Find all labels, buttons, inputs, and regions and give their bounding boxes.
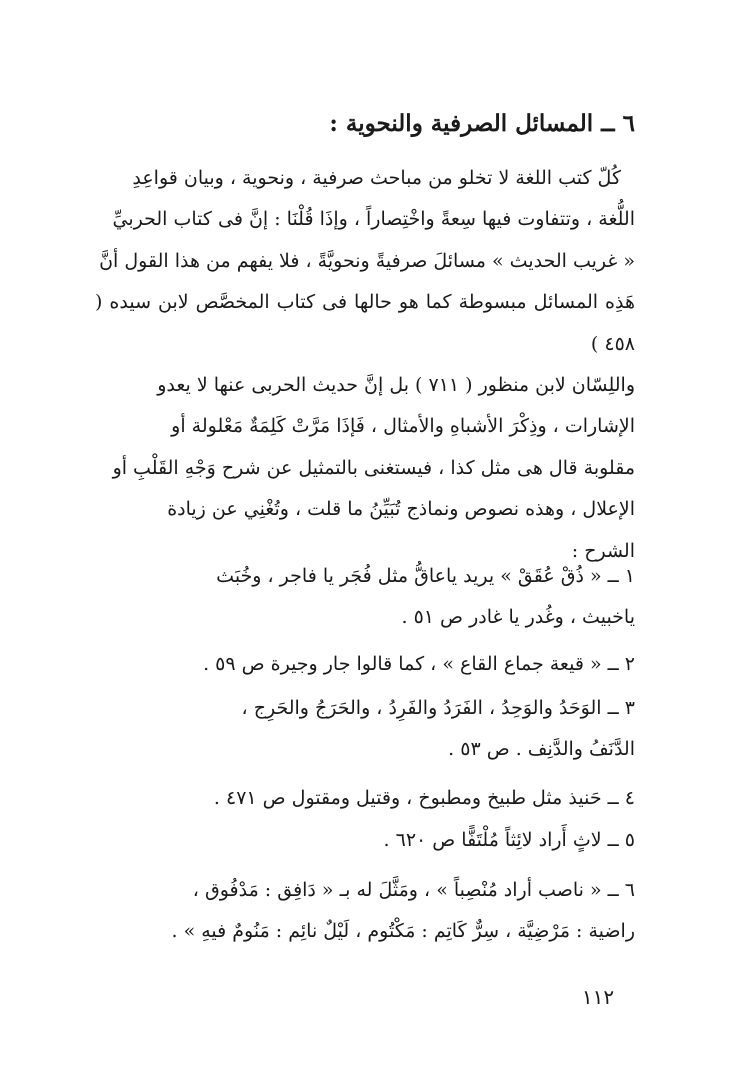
intro-paragraph bbox=[95, 158, 635, 572]
paragraph-line: هَذِه المسائل مبسوطة كما هو حالها فى كتاب المخصَّص لابن سيده ( ٤٥٨ ) bbox=[95, 291, 635, 355]
example-line: ٥ ــ لاثٍ أَراد لائِثاً مُلْتَفًّا ص ٦٢٠ . bbox=[383, 829, 635, 851]
example-line: راضية : مَرْضِيَّة ، سِرٌّ كَاتِم : مَكْتُوم ، لَيْلٌ نائِم : مَنُومٌ فيهِ » . bbox=[171, 920, 635, 942]
example-item-1 bbox=[95, 556, 635, 638]
example-line: الدَّنَفُ والدَّنِف . ص ٥٣ . bbox=[448, 738, 635, 760]
example-line: ٣ ــ الوَحَدُ والوَحِدُ ، الفَرَدُ والفَرِدُ ، والحَرَجُ والحَرِج ، bbox=[241, 697, 635, 719]
section-heading: ٦ ــ المسائل الصرفية والنحوية : bbox=[329, 110, 635, 137]
paragraph-line: الإعلال ، وهذه نصوص ونماذج تُبَيِّنُ ما قلت ، وتُغْنِي عن زيادة bbox=[167, 498, 635, 521]
paragraph-line: الإشارات ، وذِكْرَ الأشباهِ والأمثال ، فَإذَا مَرَّتْ كَلِمَةٌ مَعْلولة أو bbox=[171, 415, 635, 438]
example-line: ٢ ــ « قيعة جماع القاع » ، كما قالوا جار وجيرة ص ٥٩ . bbox=[203, 653, 635, 675]
example-item-4 bbox=[95, 778, 635, 819]
example-line: ٤ ــ حَنيذ مثل طبيخ ومطبوخ ، وقتيل ومقتول ص ٤٧١ . bbox=[213, 787, 635, 809]
example-item-3 bbox=[95, 688, 635, 770]
paragraph-line: واللِسّان لابن منظور ( ٧١١ ) بل إنَّ حديث الحربى عنها لا يعدو bbox=[157, 374, 635, 397]
example-item-2 bbox=[95, 644, 635, 685]
paragraph-line: مقلوبة قال هى مثل كذا ، فيستغنى بالتمثيل عن شرح وَجْهِ القَلْبِ أو bbox=[112, 456, 635, 479]
paragraph-line: « غريب الحديث » مسائلَ صرفيةً ونحويَّةً ، فلا يفهم من هذا القول أنَّ bbox=[99, 249, 635, 272]
example-line: ٦ ــ « ناصب أراد مُنْصِباً » ، ومَثَّلَ له بـ « دَافِق : مَدْفُوق ، bbox=[192, 879, 635, 901]
example-item-5 bbox=[95, 820, 635, 861]
page-number: ١١٢ bbox=[581, 985, 615, 1009]
example-line: ياخبيث ، وغُدر يا غادر ص ٥١ . bbox=[401, 606, 635, 628]
paragraph-line: الشرح : bbox=[571, 539, 635, 562]
example-item-6 bbox=[95, 870, 635, 952]
example-line: ١ ــ « ذُقْ عُقَقْ » يريد ياعاقُّ مثل فُجَر يا فاجر ، وخُبَث bbox=[216, 565, 635, 587]
paragraph-line: اللُّغة ، وتتفاوت فيها سِعةً واخْتِصاراً ، وإذَا قُلْنَا : إنَّ فى كتاب الحربيِّ bbox=[112, 208, 635, 231]
paragraph-line: كُلّ كتب اللغة لا تخلو من مباحث صرفية ، ونحوية ، وبيان قواعِدِ bbox=[132, 167, 621, 189]
